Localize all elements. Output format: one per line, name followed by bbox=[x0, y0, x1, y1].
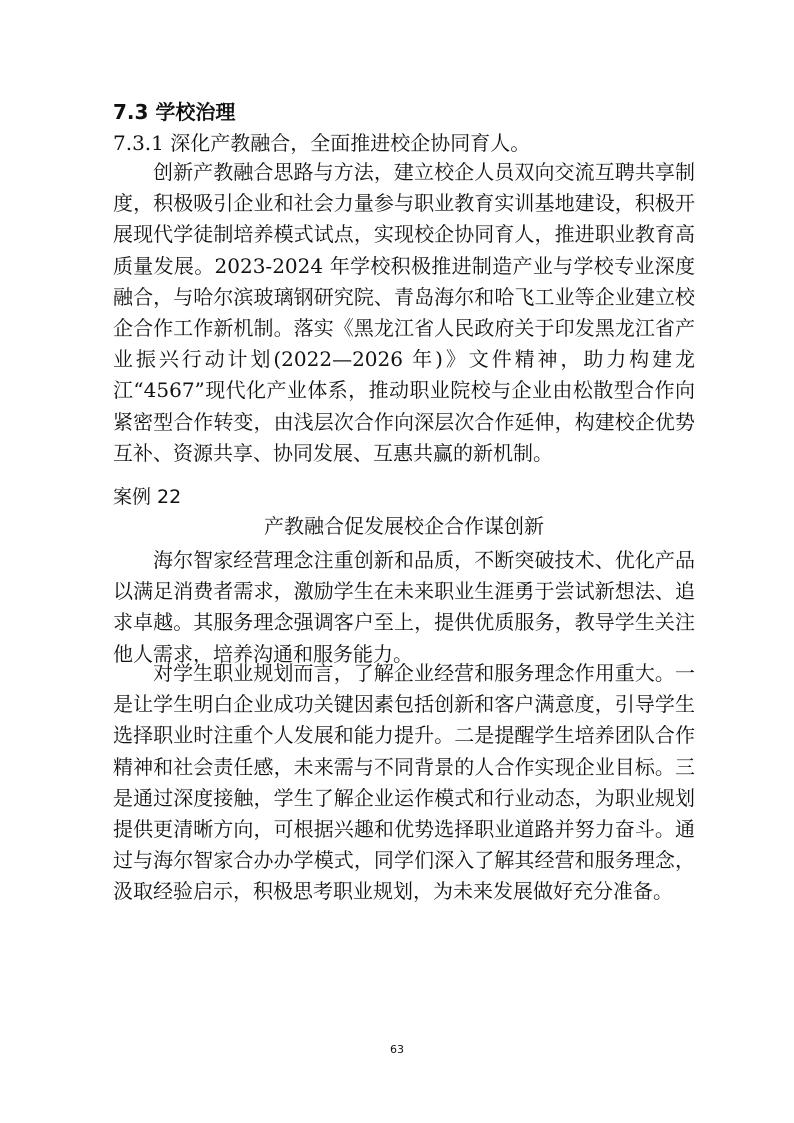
case-label: 案例 22 bbox=[113, 486, 182, 508]
section-title: 7.3 学校治理 bbox=[113, 100, 236, 124]
case-paragraph-1: 海尔智家经营理念注重创新和品质，不断突破技术、优化产品以满足消费者需求，激励学生在未来职业生涯勇于尝试新想法、追求卓越。其服务理念强调客户至上，提供优质服务，教导学生关注他人需求，培养沟通和服务能力。 bbox=[113, 548, 695, 666]
page-number: 63 bbox=[390, 1043, 404, 1056]
subsection-title: 7.3.1 深化产教融合，全面推进校企协同育人。 bbox=[113, 131, 531, 155]
case-title: 产教融合促发展校企合作谋创新 bbox=[264, 514, 544, 538]
case-paragraph-2: 对学生职业规划而言，了解企业经营和服务理念作用重大。一是让学生明白企业成功关键因素包括创新和客户满意度，引导学生选择职业时注重个人发展和能力提升。二是提醒学生培养团队合作精神和社会责任感，未来需与不同背景的人合作实现企业目标。三是通过深度接触，学生了解企业运作模式和行业动态，为职业规划提供更清晰方向，可根据兴趣和优势选择职业道路并努力奋斗。通过与海尔智家合办办学模式，同学们深入了解其经营和服务理念，汲取经验启示，积极思考职业规划，为未来发展做好充分准备。 bbox=[113, 661, 695, 904]
body-paragraph-1: 创新产教融合思路与方法，建立校企人员双向交流互聘共享制度，积极吸引企业和社会力量参与职业教育实训基地建设，积极开展现代学徒制培养模式试点，实现校企协同育人，推进职业教育高质量发展。2023-2024 年学校积极推进制造产业与学校专业深度融合，与哈尔滨玻璃钢研究院、青岛海尔和哈飞工业等企业建立校企合作工作新机制。落实《黑龙江省人民政府关于印发黑龙江省产业振兴行动计划(2022—2026 年)》文件精神，助力构建龙江“4567”现代化产业体系，推动职业院校与企业由松散型合作向紧密型合作转变，由浅层次合作向深层次合作延伸，构建校企优势互补、资源共享、协同发展、互惠共赢的新机制。 bbox=[113, 160, 695, 465]
